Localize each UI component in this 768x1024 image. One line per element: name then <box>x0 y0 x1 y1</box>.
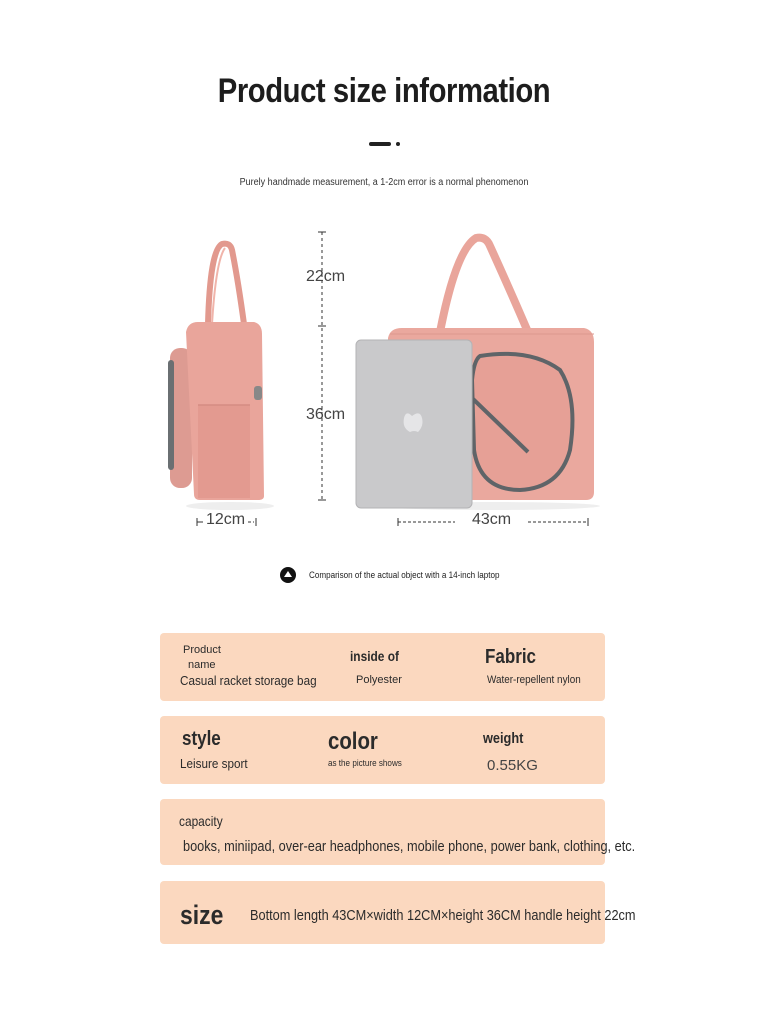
product-name-label-line1: Product <box>183 644 221 656</box>
laptop-comparison-caption: Comparison of the actual object with a 14-inch laptop <box>309 570 500 580</box>
style-label: style <box>182 728 221 750</box>
spec-card-materials <box>160 633 605 701</box>
size-value: Bottom length 43CM×width 12CM×height 36CM handle height 22cm <box>250 907 636 924</box>
measurement-note: Purely handmade measurement, a 1-2cm error is a normal phenomenon <box>239 177 529 188</box>
weight-value: 0.55KG <box>487 757 538 774</box>
size-label: size <box>180 900 224 930</box>
page-title: Product size information <box>217 72 551 110</box>
title-divider-bar <box>369 142 391 146</box>
capacity-value: books, miniipad, over-ear headphones, mobile phone, power bank, clothing, etc. <box>183 838 636 855</box>
product-name-label-line2: name <box>188 659 216 671</box>
spec-card-size <box>160 881 636 944</box>
spec-card-capacity <box>160 799 636 865</box>
spec-card-style <box>160 716 605 784</box>
up-triangle-in-circle-icon <box>280 567 296 583</box>
color-label: color <box>328 728 378 755</box>
length-label: 43cm <box>472 511 512 528</box>
product-size-illustration <box>150 220 620 540</box>
title-divider-dot <box>396 142 400 146</box>
fabric-value: Water-repellent nylon <box>487 674 581 686</box>
body-height-label: 36cm <box>306 406 346 423</box>
handle-height-label: 22cm <box>306 268 346 285</box>
fabric-label: Fabric <box>485 646 537 668</box>
color-value: as the picture shows <box>328 758 402 768</box>
inside-value: Polyester <box>356 674 402 686</box>
laptop-14-inch <box>356 340 472 508</box>
weight-label: weight <box>483 730 524 747</box>
capacity-label: capacity <box>179 813 223 829</box>
style-value: Leisure sport <box>180 756 248 771</box>
depth-label: 12cm <box>206 511 246 528</box>
product-name-value: Casual racket storage bag <box>180 673 317 688</box>
bag-side-view <box>168 244 274 510</box>
inside-label: inside of <box>350 648 399 664</box>
